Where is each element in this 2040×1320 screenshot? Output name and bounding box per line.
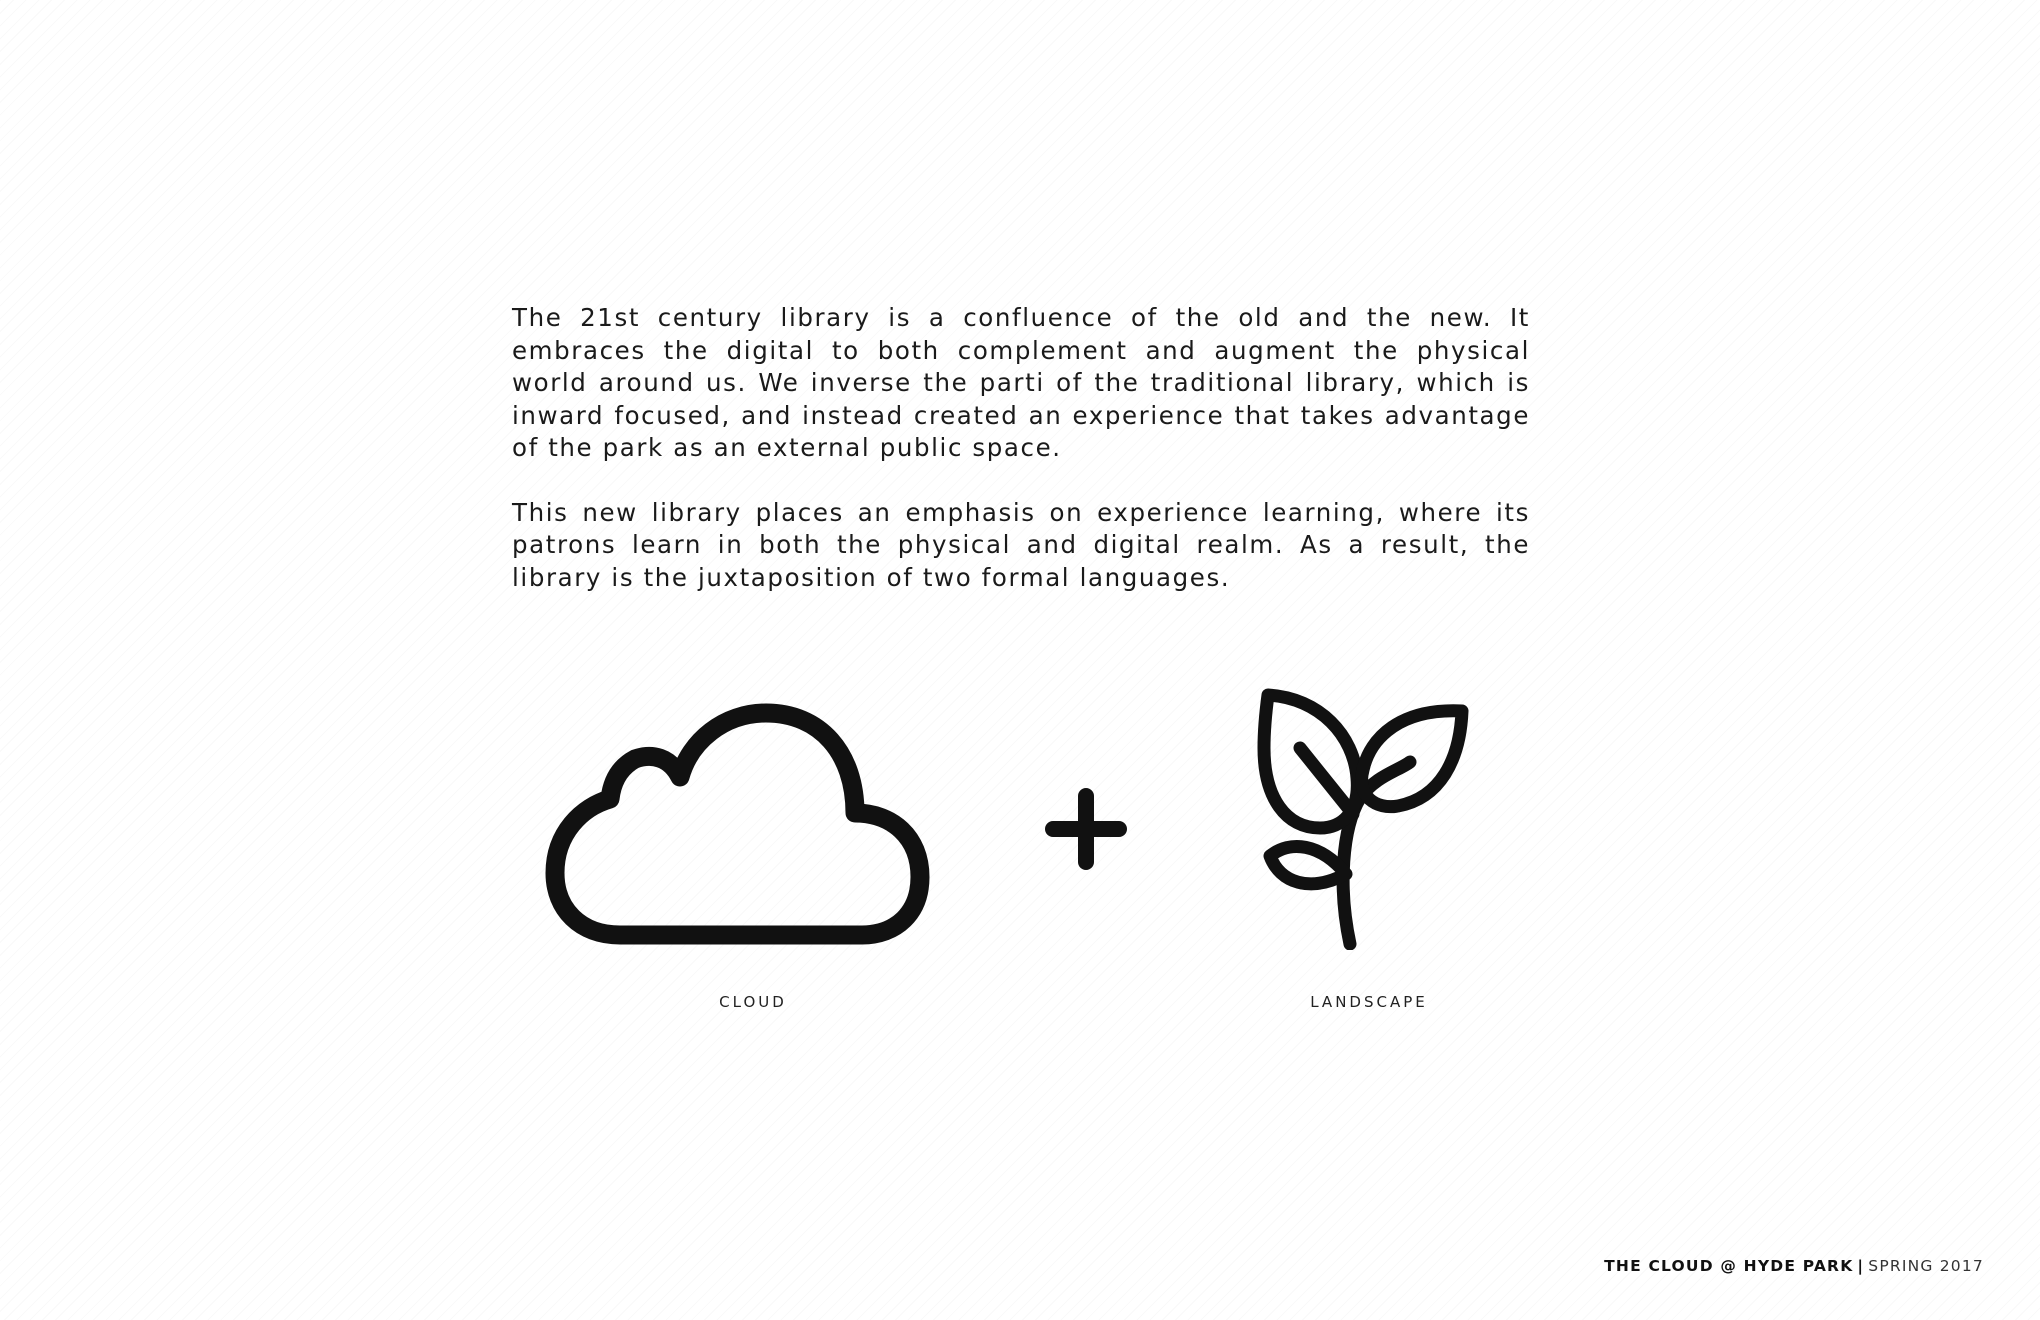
cloud-caption: CLOUD [719,993,787,1011]
plant-icon [1250,688,1480,950]
cloud-icon [540,695,935,953]
plus-icon [1045,788,1127,870]
footer-season: SPRING 2017 [1868,1257,1984,1275]
intro-paragraph-2: This new library places an emphasis on experience learning, where its patrons learn in both the physical and digital realm. As a result, the library is the juxtaposition of two formal languages. [512,497,1530,592]
landscape-caption: LANDSCAPE [1310,993,1428,1011]
intro-paragraph-1: The 21st century library is a confluence of the old and the new. It embraces the digital to both complement and augment the physical world around us. We inverse the parti of the traditional library, which is inward focused, and instead created an experience that takes advantage of the park as an external public space. [512,303,1530,462]
intro-text [512,302,1530,594]
footer-project-title: THE CLOUD @ HYDE PARK [1604,1257,1854,1275]
footer [1604,1257,1984,1275]
footer-separator: | [1857,1257,1865,1275]
